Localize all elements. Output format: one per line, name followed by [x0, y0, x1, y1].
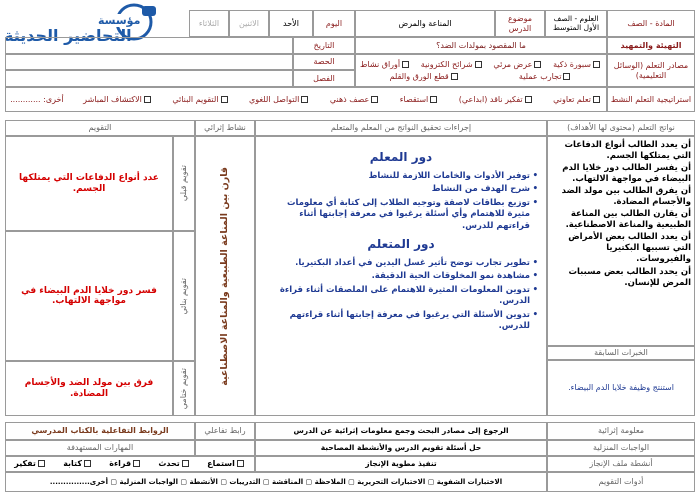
links-text: الروابط التفاعلية بالكتاب المدرسي [5, 422, 195, 440]
skill-item[interactable]: استماع [207, 459, 246, 468]
objective-item: أن يعدد الطالب أنواع الدفاعات التي يمتلكها الجسم. [564, 140, 691, 162]
skill-item[interactable]: تحدث [158, 459, 190, 468]
eval-text-formative: فسر دور خلايا الدم البيضاء في مواجهة الالتهاب. [5, 231, 173, 361]
learner-role-item: • تدوين الأسئلة التي يرغبوا في معرفة إجابتها أثناء قراءتهم للدرس. [264, 310, 538, 333]
learner-role-item: • مشاهدة نمو المخلوقات الحية الدقيقة. [264, 271, 538, 282]
skills-label: المهارات المستهدفة [5, 440, 195, 456]
resource-item[interactable]: تجارب عملية [519, 72, 573, 81]
tools-text: الاختبارات الشفوية ▢ الاختبارات التحريرية ▢ الملاحظة ▢ المناقشة ▢ التدريبات ▢ الأنشطة ▢ الواجبات المنزلية ▢ أخرى............... [5, 472, 547, 492]
objective-item: أن يحدد الطالب بعض مسببات المرض للإنسان. [568, 266, 691, 288]
teacher-role-list [264, 171, 538, 234]
topic-value: المناعة والمرض [355, 10, 495, 37]
strategy-item[interactable]: تعلم تعاوني [553, 95, 602, 104]
class-label: الفصل [293, 70, 355, 87]
learner-role-item: • تطوير تجارب توضح تأثير غسل اليدين في أعداد البكتيريا. [264, 258, 538, 269]
strategy-item[interactable]: استقصاء [400, 95, 440, 104]
day-label: اليوم [313, 10, 355, 37]
teacher-role-item: • شرح الهدف من النشاط [264, 184, 538, 195]
achieve-label: أنشطة ملف الإنجاز [547, 456, 695, 472]
teacher-role-title: دور المعلم [369, 150, 433, 164]
skill-item[interactable]: قراءة [109, 459, 142, 468]
skills-box [5, 456, 255, 472]
links-label: رابط تفاعلي [195, 422, 255, 440]
tools-label: أدوات التقويم [547, 472, 695, 492]
day-value: الأحد [269, 10, 313, 37]
eval-type-final: تقويم ختامي [173, 361, 195, 416]
teacher-role-item: • توزيع بطاقات لاصقة وتوجيه الطلاب إلى كتابة أي معلومات مثيرة للاهتمام وأي أسئلة يرغبوا في معرفة إجابتها أثناء قراءتهم للدرس. [264, 198, 538, 232]
objectives-list [551, 140, 691, 290]
col-header-evaluation: التقويم [5, 120, 195, 136]
resource-item[interactable]: سبورة ذكية [553, 60, 602, 69]
homework-text: حل أسئلة تقويم الدرس والأنشطة المصاحبة [255, 440, 547, 456]
objective-item: أن يقارن الطالب بين المناعة الطبيعية والمناعة الاصطناعية. [565, 209, 691, 231]
resource-item[interactable]: شرائح الكترونية [421, 60, 484, 69]
strategy-item[interactable]: أخرى: ............ [10, 94, 64, 104]
col-header-objectives: نواتج التعلم (محتوى لها الأهداف) [547, 120, 695, 136]
learner-role-item: • تدوين المعلومات المثيرة للاهتمام على الملصقات أثناء قراءة الدرس. [264, 285, 538, 308]
eval-type-formative: تقويم بنائي [173, 231, 195, 361]
period-label: الحصة [293, 54, 355, 70]
strategy-item[interactable]: التواصل اللغوي [249, 95, 310, 104]
eval-text-pre: عدد أنواع الدفاعات التي يمتلكها الجسم. [5, 136, 173, 231]
day-col-2: الثلاثاء [189, 10, 229, 37]
objective-item: أن يفرق الطالب بين مولد الضد والأجسام المضادة. [561, 186, 691, 208]
strategy-item[interactable]: الاكتشاف المباشر [83, 95, 153, 104]
learner-role-list [264, 258, 538, 335]
skill-item[interactable]: تفكير [14, 459, 47, 468]
homework-spacer [195, 440, 255, 456]
info-text: الرجوع إلى مصادر البحث وجمع معلومات إثرائية عن الدرس [255, 422, 547, 440]
prior-text: استنتج وظيفة خلايا الدم البيضاء. [547, 360, 695, 416]
resource-item[interactable]: أوراق نشاط [360, 60, 411, 69]
procedures-cell [255, 136, 547, 416]
objective-item: أن يفسر الطالب دور خلايا الدم البيضاء في مواجهة الالتهاب. [562, 163, 691, 185]
enrichment-cell [195, 136, 255, 416]
strategy-item[interactable]: تفكير ناقد (ابداعي) [459, 95, 534, 104]
period-value [5, 54, 293, 70]
info-label: معلومة إثرائية [547, 422, 695, 440]
col-header-procedures: إجراءات تحقيق النواتج من المعلم والمتعلم [255, 120, 547, 136]
prior-label: الخبرات السابقة [547, 346, 695, 360]
resource-item[interactable]: عرض مرئي [493, 60, 543, 69]
subject-label: المادة - الصف [607, 10, 695, 37]
class-value [5, 70, 293, 87]
strategy-item[interactable]: عصف ذهني [330, 95, 380, 104]
date-label: التاريخ [293, 37, 355, 54]
day-col-1: الاثنين [229, 10, 269, 37]
strategy-label: استراتيجية التعلم النشط [607, 87, 695, 112]
strategy-box [5, 87, 607, 112]
objective-item: أن يعدد الطالب بعض الأمراض التي تسببها البكتيريا والفيروسات. [568, 232, 691, 265]
objectives-cell [547, 136, 695, 346]
intro-question: ما المقصود بمولدات الضد؟ [355, 37, 607, 54]
resources-box [355, 54, 607, 87]
logo-line1: مؤسسة [98, 14, 141, 27]
eval-text-final: فرق بين مولد الضد والأجسام المضادة. [5, 361, 173, 416]
achieve-text: تنفيذ مطوية الإنجاز [255, 456, 547, 472]
teacher-role-item: • توفير الأدوات والخامات اللازمة للنشاط [264, 171, 538, 182]
date-value [5, 37, 293, 54]
learner-role-title: دور المتعلم [367, 237, 435, 252]
col-header-enrichment: نشاط إثرائي [195, 120, 255, 136]
subject-value: العلوم - الصف الأول المتوسط [545, 10, 607, 37]
homework-label: الواجبات المنزلية [547, 440, 695, 456]
resource-item[interactable]: قطع الورق والقلم [390, 72, 460, 81]
topic-label: موضوع الدرس [495, 10, 545, 37]
skill-item[interactable]: كتابة [63, 459, 93, 468]
strategy-item[interactable]: التقويم البنائي [172, 95, 229, 104]
eval-type-pre: تقويم قبلي [173, 136, 195, 231]
logo-line2: التحاضير الحديثة [4, 26, 132, 45]
resources-label: مصادر التعلم (الوسائل التعليمية) [607, 54, 695, 87]
intro-label: التهيئة والتمهيد [607, 37, 695, 54]
enrichment-text: قارن بين المناعة الطبيعية والمناعة الاصطناعية [218, 166, 230, 386]
